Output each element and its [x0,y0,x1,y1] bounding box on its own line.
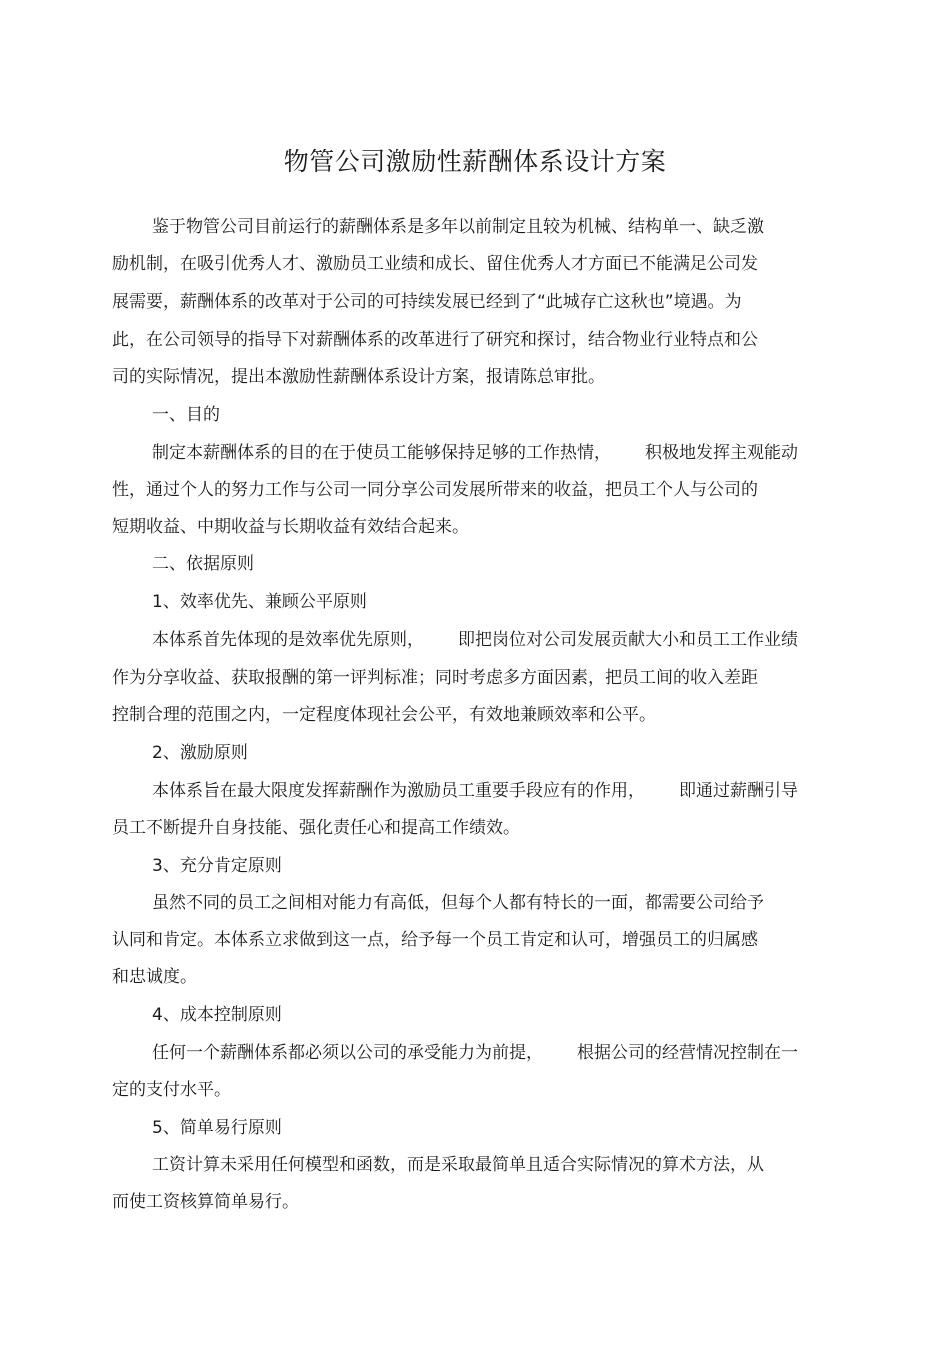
principle-heading-cost-control: 4、成本控制原则 [152,1005,282,1025]
principle-line: 控制合理的范围之内，一定程度体现社会公平，有效地兼顾效率和公平。 [112,705,656,725]
principle-line: 定的支付水平。 [112,1080,231,1100]
principle-line [152,778,798,804]
principle-line: 员工不断提升自身技能、强化责任心和提高工作绩效。 [112,818,520,838]
principle-line: 和忠诚度。 [112,967,197,987]
purpose-line-part: 制定本薪酬体系的目的在于使员工能够保持足够的工作热情， [152,443,611,463]
principle-line: 虽然不同的员工之间相对能力有高低，但每个人都有特长的一面，都需要公司给予 [152,893,764,913]
principle-line: 而使工资核算简单易行。 [112,1192,299,1212]
principle-heading-efficiency: 1、效率优先、兼顾公平原则 [152,592,367,612]
principle-line: 认同和肯定。本体系立求做到这一点，给予每一个员工肯定和认可，增强员工的归属感 [112,930,758,950]
document-title: 物管公司激励性薪酬体系设计方案 [283,147,667,176]
principle-line-part: 根据公司的经营情况控制在一 [577,1043,798,1063]
principle-line-part: 本体系首先体现的是效率优先原则， [152,630,424,650]
principle-line: 作为分享收益、获取报酬的第一评判标准；同时考虑多方面因素，把员工间的收入差距 [112,668,758,688]
purpose-line [152,440,798,466]
principle-line-part: 即通过薪酬引导 [679,781,798,801]
principle-line-part: 本体系旨在最大限度发挥薪酬作为激励员工重要手段应有的作用， [152,781,645,801]
principle-line [152,1040,798,1066]
intro-line: 此，在公司领导的指导下对薪酬体系的改革进行了研究和探讨，结合物业行业特点和公 [112,330,758,350]
intro-line: 司的实际情况，提出本激励性薪酬体系设计方案，报请陈总审批。 [112,367,605,387]
section-heading-principles: 二、依据原则 [152,554,254,574]
purpose-line: 性，通过个人的努力工作与公司一同分享公司发展所带来的收益，把员工个人与公司的 [112,480,758,500]
section-heading-purpose: 一、目的 [152,405,220,425]
principle-heading-incentive: 2、激励原则 [152,743,248,763]
principle-heading-recognition: 3、充分肯定原则 [152,856,282,876]
intro-line: 励机制，在吸引优秀人才、激励员工业绩和成长、留住优秀人才方面已不能满足公司发 [112,254,758,274]
principle-line [152,627,798,653]
principle-heading-simplicity: 5、简单易行原则 [152,1118,282,1138]
principle-line-part: 任何一个薪酬体系都必须以公司的承受能力为前提， [152,1043,543,1063]
intro-line: 展需要，薪酬体系的改革对于公司的可持续发展已经到了“此城存亡这秋也”境遇。为 [112,292,742,312]
purpose-line-part: 积极地发挥主观能动 [645,443,798,463]
purpose-line: 短期收益、中期收益与长期收益有效结合起来。 [112,517,469,537]
principle-line-part: 即把岗位对公司发展贡献大小和员工工作业绩 [458,630,798,650]
intro-line: 鉴于物管公司目前运行的薪酬体系是多年以前制定且较为机械、结构单一、缺乏激 [152,217,764,237]
principle-line: 工资计算未采用任何模型和函数，而是采取最简单且适合实际情况的算术方法，从 [152,1155,764,1175]
